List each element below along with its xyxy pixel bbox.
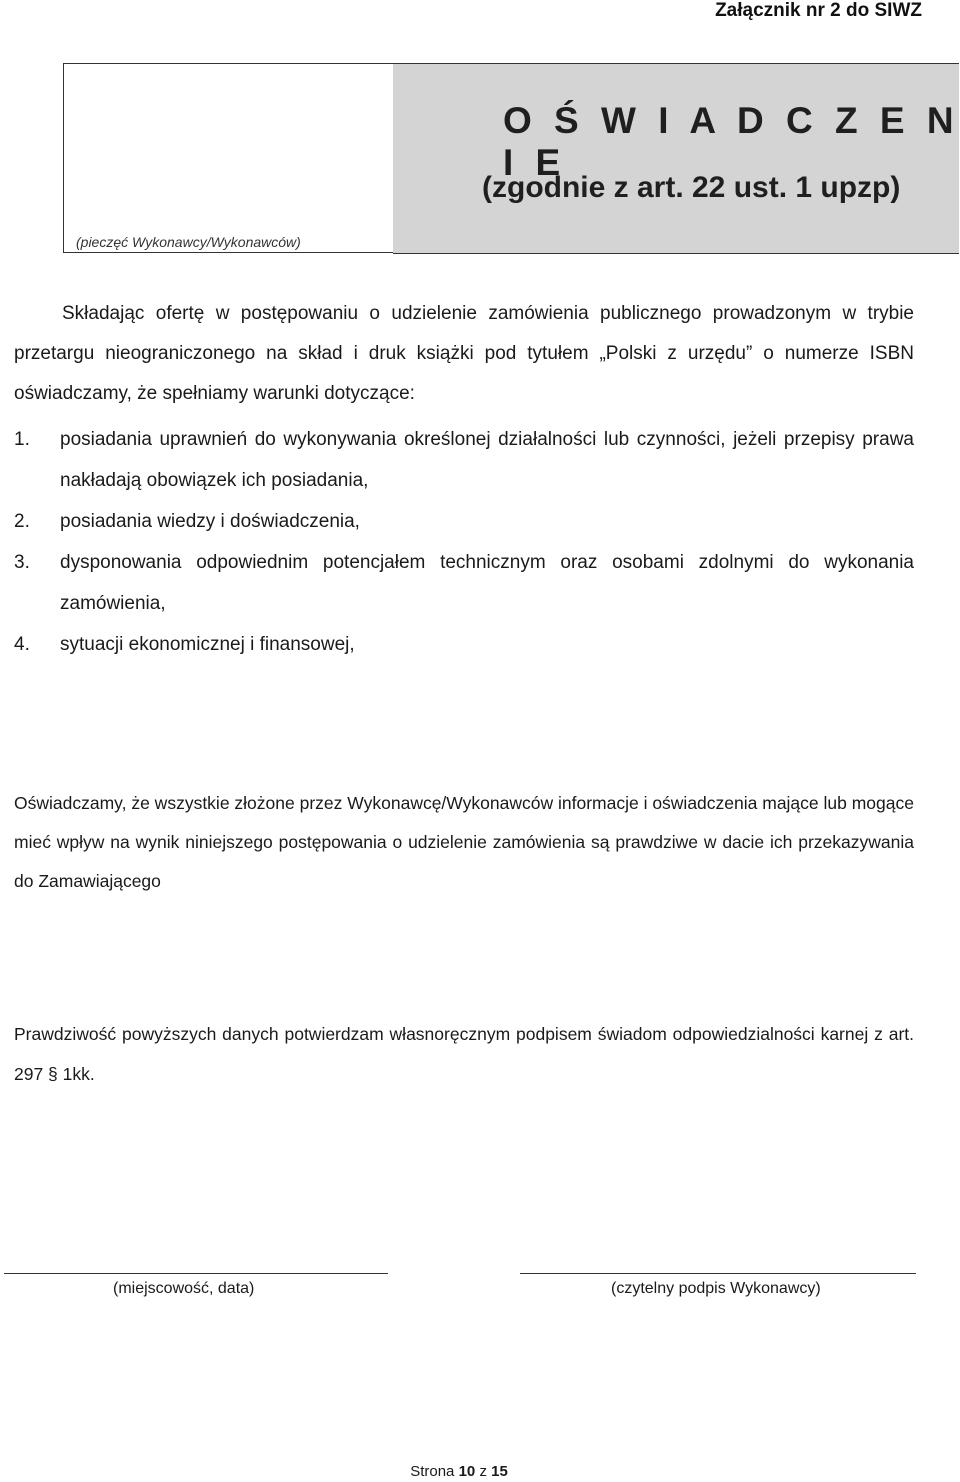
conditions-list — [14, 419, 914, 665]
list-item — [14, 501, 914, 542]
list-item-number: 4. — [14, 634, 30, 655]
footer-separator: z — [479, 1463, 487, 1480]
page-footer — [0, 1463, 918, 1480]
place-date-label: (miejscowość, data) — [113, 1280, 255, 1297]
list-item-text: dysponowania odpowiednim potencjałem technicznym oraz osobami zdolnymi do wykonania zamówienia, — [60, 552, 914, 614]
list-item — [14, 419, 914, 501]
signature-declaration: Prawdziwość powyższych danych potwierdzam własnoręcznym podpisem świadom odpowiedzialności karnej z art. 297 § 1kk. — [14, 1024, 914, 1084]
place-date-line — [4, 1273, 388, 1274]
page-total: 15 — [491, 1463, 508, 1480]
list-item-text: posiadania wiedzy i doświadczenia, — [60, 511, 360, 532]
intro-paragraph — [14, 294, 914, 414]
footer-prefix: Strona — [410, 1463, 455, 1480]
list-item-number: 2. — [14, 511, 30, 532]
document-subtitle: (zgodnie z art. 22 ust. 1 upzp) — [482, 171, 901, 204]
page-number: 10 — [458, 1463, 476, 1480]
document-title: O Ś W I A D C Z E N I E — [503, 100, 960, 183]
signature-label: (czytelny podpis Wykonawcy) — [611, 1280, 821, 1297]
signature-line — [520, 1273, 916, 1274]
annex-label: Załącznik nr 2 do SIWZ — [715, 0, 922, 21]
stamp-label: (pieczęć Wykonawcy/Wykonawców) — [76, 234, 301, 250]
list-item-number: 1. — [14, 429, 30, 450]
list-item-text: posiadania uprawnień do wykonywania określonej działalności lub czynności, jeżeli przepisy prawa nakładają obowiązek ich posiadania, — [60, 429, 914, 491]
list-item-number: 3. — [14, 552, 30, 573]
stamp-box — [63, 63, 395, 253]
intro-text: Składając ofertę w postępowaniu o udzielenie zamówienia publicznego prowadzonym w trybie przetargu nieograniczonego na skład i druk książki pod tytułem „Polski z urzędu” o numerze ISBN oświadczamy, że spełniamy warunki dotyczące: — [14, 303, 914, 404]
truth-declaration: Oświadczamy, że wszystkie złożone przez Wykonawcę/Wykonawców informacje i oświadczenia mające lub mogące mieć wpływ na wynik niniejszego postępowania o udzielenie zamówienia są prawdziwe w dacie ich przekazywania do Zamawiającego — [14, 793, 914, 891]
list-item — [14, 624, 914, 665]
list-item-text: sytuacji ekonomicznej i finansowej, — [60, 634, 355, 655]
list-item — [14, 542, 914, 624]
